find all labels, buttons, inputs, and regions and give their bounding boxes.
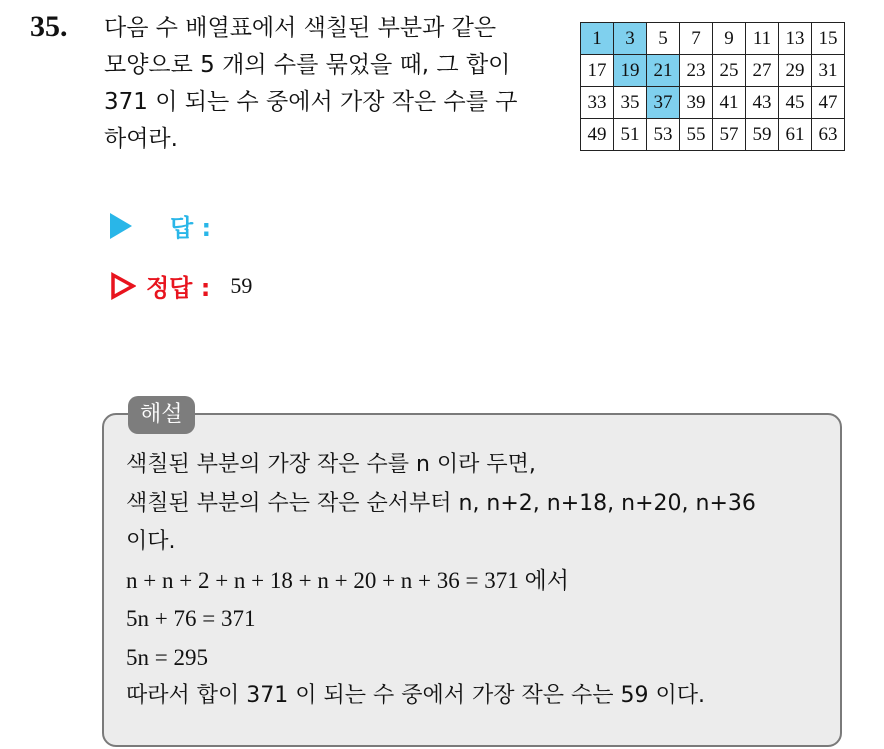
grid-cell: 23 (680, 55, 713, 87)
grid-cell: 37 (647, 87, 680, 119)
grid-cell: 41 (713, 87, 746, 119)
solution-line: 색칠된 부분의 수는 작은 순서부터 n, n+2, n+18, n+20, n+36 (126, 490, 756, 516)
grid-row (581, 23, 845, 55)
grid-cell: 53 (647, 119, 680, 151)
grid-cell: 43 (746, 87, 779, 119)
question-line: 하여라. (104, 126, 178, 152)
grid-cell: 49 (581, 119, 614, 151)
play-triangle-icon (110, 213, 132, 239)
grid-cell: 5 (647, 23, 680, 55)
question-line: 다음 수 배열표에서 색칠된 부분과 같은 (104, 15, 497, 41)
grid-cell: 61 (779, 119, 812, 151)
grid-cell: 11 (746, 23, 779, 55)
grid-cell: 9 (713, 23, 746, 55)
grid-cell: 59 (746, 119, 779, 151)
question-text (104, 10, 564, 158)
solution-line: 색칠된 부분의 가장 작은 수를 n 이라 두면, (126, 452, 536, 477)
grid-row (581, 87, 845, 119)
correct-answer-row (110, 268, 252, 303)
grid-cell: 13 (779, 23, 812, 55)
grid-cell: 19 (614, 55, 647, 87)
question-line: 모양으로 5 개의 수를 묶었을 때, 그 합이 (104, 52, 511, 78)
grid-cell: 7 (680, 23, 713, 55)
grid-cell: 39 (680, 87, 713, 119)
solution-equation: n + n + 2 + n + 18 + n + 20 + n + 36 = 371 에서 (126, 567, 569, 593)
solution-text (126, 446, 831, 716)
grid-cell: 45 (779, 87, 812, 119)
solution-equation: 5n = 295 (126, 644, 208, 670)
grid-cell: 51 (614, 119, 647, 151)
outline-triangle-icon (110, 272, 136, 300)
correct-answer-label: 정답 : (146, 274, 211, 302)
question-number: 35. (30, 10, 68, 43)
grid-cell: 35 (614, 87, 647, 119)
grid-cell: 29 (779, 55, 812, 87)
solution-tag: 해설 (128, 396, 195, 434)
grid-cell: 17 (581, 55, 614, 87)
grid-cell: 25 (713, 55, 746, 87)
solution-conclusion: 따라서 합이 371 이 되는 수 중에서 가장 작은 수는 59 이다. (126, 683, 705, 708)
grid-cell: 57 (713, 119, 746, 151)
grid-cell: 33 (581, 87, 614, 119)
grid-cell: 15 (812, 23, 845, 55)
solution-equation: 5n + 76 = 371 (126, 606, 256, 631)
number-grid (580, 22, 845, 151)
grid-row (581, 55, 845, 87)
grid-cell: 27 (746, 55, 779, 87)
grid-cell: 21 (647, 55, 680, 87)
grid-cell: 63 (812, 119, 845, 151)
solution-line: 이다. (126, 529, 176, 554)
grid-cell: 3 (614, 23, 647, 55)
grid-cell: 55 (680, 119, 713, 151)
grid-cell: 47 (812, 87, 845, 119)
question-line: 371 이 되는 수 중에서 가장 작은 수를 구 (104, 89, 518, 115)
answer-label: 답 : (170, 214, 212, 242)
grid-row (581, 119, 845, 151)
correct-answer-value: 59 (230, 272, 253, 298)
grid-cell: 1 (581, 23, 614, 55)
answer-row (110, 208, 211, 243)
grid-cell: 31 (812, 55, 845, 87)
